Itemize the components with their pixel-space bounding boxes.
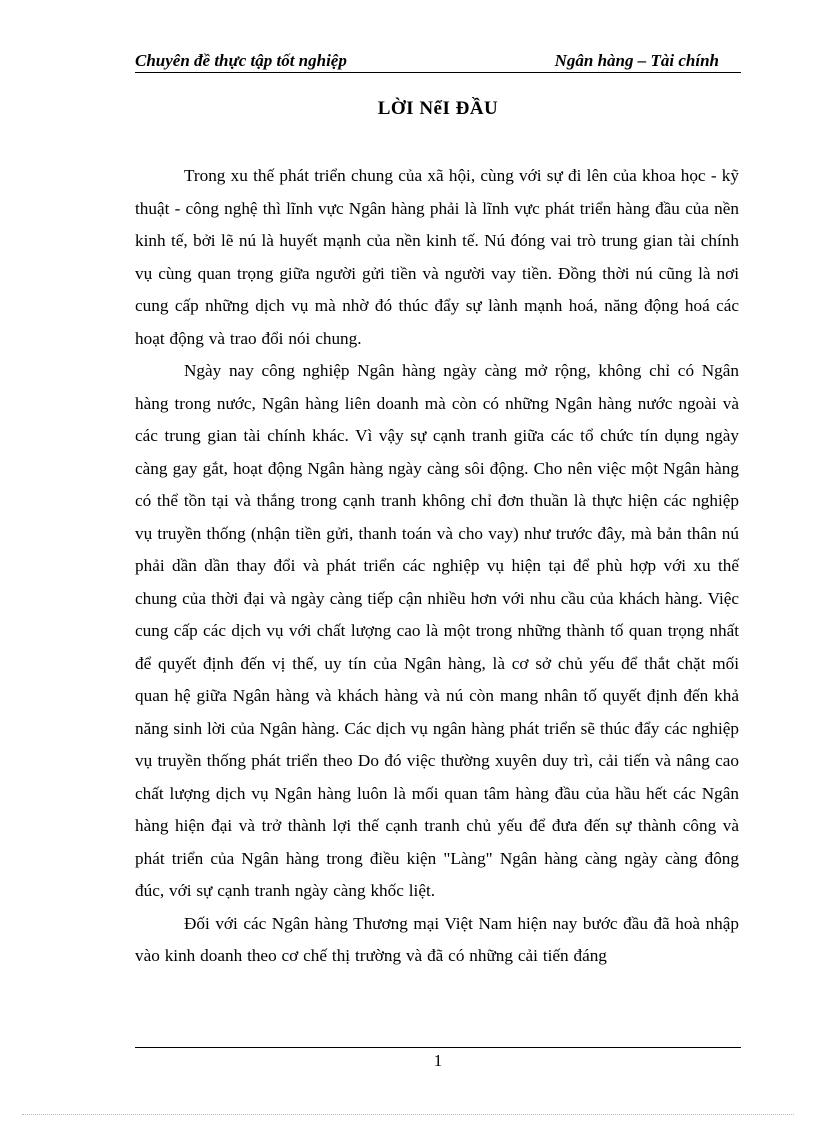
page-footer [135,1047,741,1072]
page-number: 1 [433,1051,443,1070]
page-bottom-divider [22,1114,794,1115]
document-title: LỜI NểI ĐẦU [377,98,499,119]
paragraph-vietnam-banks: Đối với các Ngân hàng Thương mại Việt Nam hiện nay bước đầu đã hoà nhập vào kinh doanh theo cơ chế thị trường và đã có những cải tiến đáng [135,913,739,965]
document-body [135,160,739,973]
paragraph-intro: Trong xu thế phát triển chung của xã hội, cùng với sự đi lên của khoa học - kỹ thuật - công nghệ thì lĩnh vực Ngân hàng phải là lĩnh vực phát triển hàng đầu của nền kinh tế, bởi lẽ nú là huyết mạnh của nền kinh tế. Nú đóng vai trò trung gian tài chính vụ cùng quan trọng giữa người gửi tiền và người vay tiền. Đồng thời nú cũng là nơi cung cấp những dịch vụ mà nhờ đó thúc đẩy sự lành mạnh hoá, năng động hoá các hoạt động và trao đổi nói chung. [135,166,739,348]
header-subject: Ngân hàng – Tài chính [554,51,719,70]
paragraph-banking-development: Ngày nay công nghiệp Ngân hàng ngày càng mở rộng, không chỉ có Ngân hàng trong nước, Ngân hàng liên doanh mà còn có những Ngân hàng nước ngoài và các trung gian tài chính khác. Vì vậy sự cạnh tranh giữa các tổ chức tín dụng ngày càng gay gắt, hoạt động Ngân hàng ngày càng sôi động. Cho nên việc một Ngân hàng có thể tồn tại và thắng trong cạnh tranh không chỉ đơn thuần là thực hiện các nghiệp vụ truyền thống (nhận tiền gửi, thanh toán và cho vay) như trước đây, mà bản thân nú phải dần dần thay đổi và phát triển các nghiệp vụ hiện tại để phù hợp với xu thế chung của thời đại và ngày càng tiếp cận nhiều hơn với nhu cầu của khách hàng. Việc cung cấp các dịch vụ với chất lượng cao là một trong những thành tố quan trọng nhất để quyết định đến vị thế, uy tín của Ngân hàng, là cơ sở chủ yếu để thắt chặt mối quan hệ giữa Ngân hàng và khách hàng và nú còn mang nhân tố quyết định đến khả năng sinh lời của Ngân hàng. Các dịch vụ ngân hàng phát triển sẽ thúc đẩy các nghiệp vụ truyền thống phát triển theo Do đó việc thường xuyên duy trì, cải tiến và nâng cao chất lượng dịch vụ Ngân hàng luôn là mối quan tâm hàng đầu của hầu hết các Ngân hàng hiện đại và trở thành lợi thế cạnh tranh chủ yếu để đưa đến sự thành công và phát triển của Ngân hàng trong điều kiện "Làng" Ngân hàng càng ngày càng đông đúc, với sự cạnh tranh ngày càng khốc liệt. [135,361,739,900]
page-header [135,50,741,73]
header-document-type: Chuyên đề thực tập tốt nghiệp [135,51,347,70]
